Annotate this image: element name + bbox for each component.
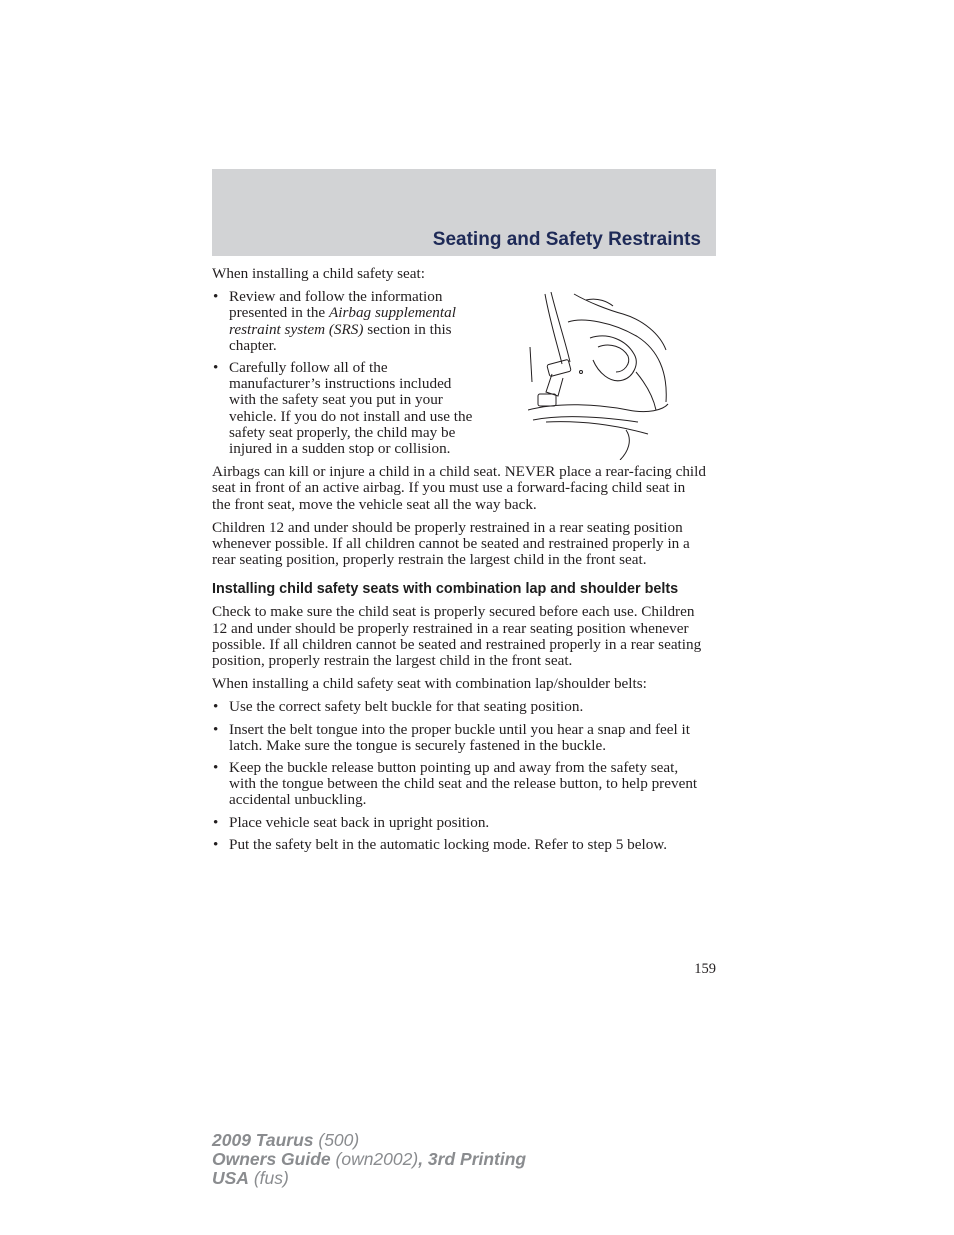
list-item: • Keep the buckle release button pointing up and away from the safety seat, with the tongue between the child seat and the release button, to help prevent accidental unbuckling. bbox=[212, 760, 706, 809]
combination-belts-intro: When installing a child safety seat with combination lap/shoulder belts: bbox=[212, 675, 647, 693]
check-paragraph: Check to make sure the child seat is properly secured before each use. Children 12 and under should be properly restrained in a rear seating position whenever possible. If all children cannot be seated and restrained properly in a rear seating position, properly restrain the largest child in the front seat. bbox=[212, 603, 702, 670]
section-title: Seating and Safety Restraints bbox=[432, 229, 701, 250]
list-item: • Put the safety belt in the automatic locking mode. Refer to step 5 below. bbox=[212, 837, 706, 853]
rear-seat-paragraph: Children 12 and under should be properly restrained in a rear seating position whenever possible. If all children cannot be seated and restrained properly in a rear seating position, properly restrain the largest child in the front seat. bbox=[212, 518, 690, 569]
list-item: • Review and follow the information presented in the Airbag supplemental restraint system (SRS) section in this chapter. bbox=[212, 289, 477, 354]
srs-section-reference: Airbag supplemental restraint system (SRS) bbox=[229, 304, 456, 338]
install-bullets bbox=[212, 289, 477, 457]
section-header-band bbox=[212, 169, 716, 256]
list-item: • Place vehicle seat back in upright position. bbox=[212, 815, 706, 831]
section-heading: Installing child safety seats with combination lap and shoulder belts bbox=[212, 581, 679, 598]
list-item: • Carefully follow all of the manufacturer’s instructions included with the safety seat you put in your vehicle. If you do not install and use the safety seat properly, the child may be injured in a sudden stop or collision. bbox=[212, 360, 477, 457]
page-number: 159 bbox=[694, 961, 716, 977]
list-item: • Insert the belt tongue into the proper buckle until you hear a snap and feel it latch. Make sure the tongue is securely fastened in the buckle. bbox=[212, 722, 706, 754]
document-footer: 2009 Taurus (500) Owners Guide (own2002), 3rd Printing USA (fus) bbox=[212, 1130, 527, 1188]
intro-text: When installing a child safety seat: bbox=[212, 265, 425, 282]
combination-belt-bullets bbox=[212, 699, 706, 853]
page-content bbox=[212, 266, 706, 860]
airbag-warning-paragraph: Airbags can kill or injure a child in a child seat. NEVER place a rear-facing child seat in front of an active airbag. If you must use a forward-facing child seat in the front seat, move the vehicle seat all the way back. bbox=[212, 463, 706, 513]
list-item: • Use the correct safety belt buckle for that seating position. bbox=[212, 699, 706, 715]
